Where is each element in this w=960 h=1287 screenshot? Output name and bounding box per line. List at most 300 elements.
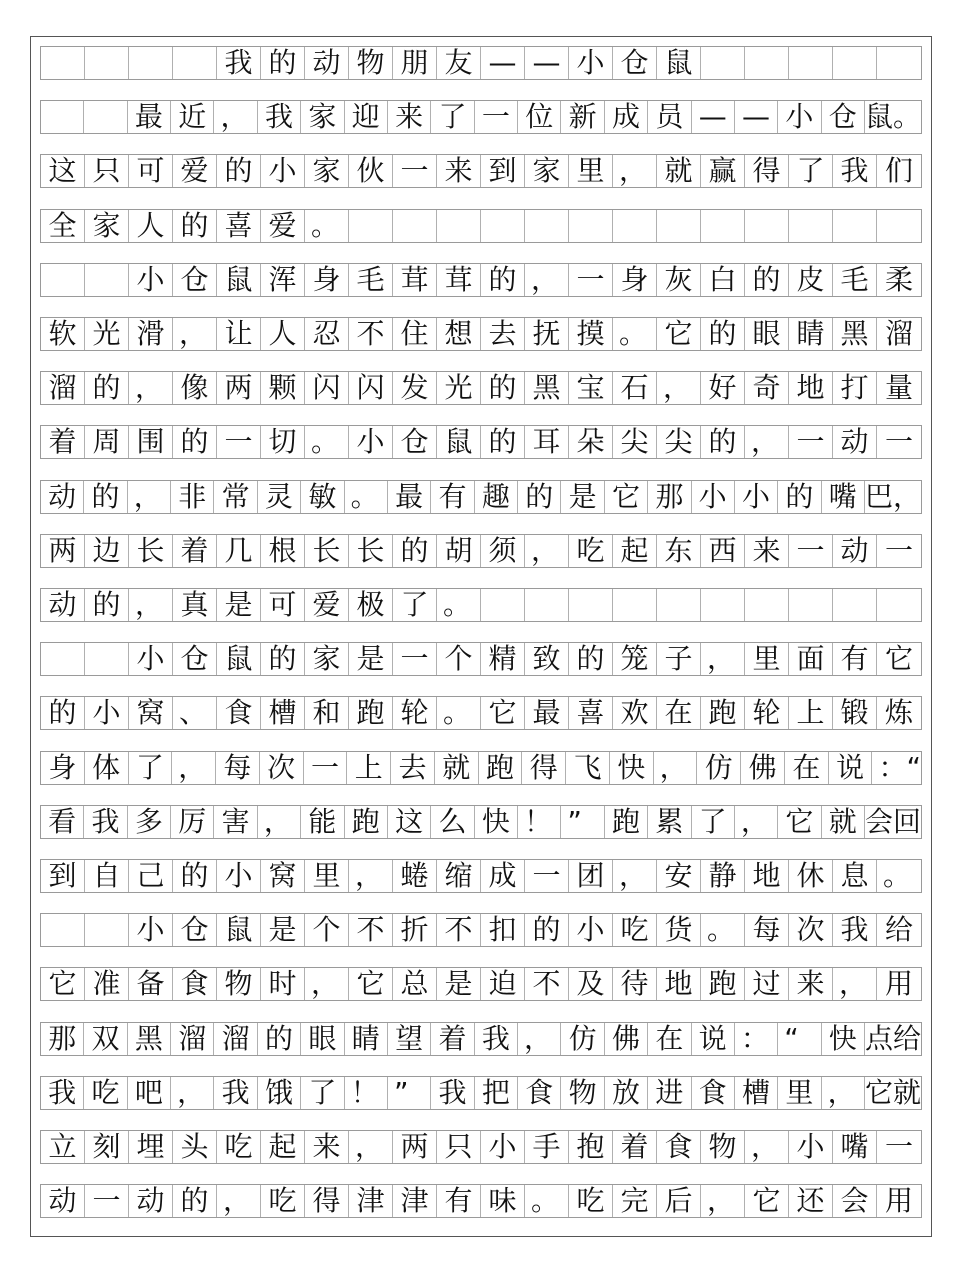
grid-cell: 这 [41, 155, 85, 187]
grid-cell: 的 [173, 860, 217, 892]
grid-cell [41, 914, 85, 946]
grid-cell: 长 [129, 535, 173, 567]
grid-cell: 是 [349, 643, 393, 675]
grid-cell: 的 [481, 264, 525, 296]
grid-cell: 不 [437, 914, 481, 946]
grid-cell: 家 [85, 210, 129, 242]
grid-cell: 须 [481, 535, 525, 567]
grid-cell: 吧 [128, 1077, 171, 1109]
grid-cell: 食 [692, 1077, 735, 1109]
grid-cell: 最 [525, 697, 569, 729]
grid-cell: “ [778, 1023, 821, 1055]
grid-cell: 轮 [745, 697, 789, 729]
grid-cell: 及 [569, 968, 613, 1000]
grid-cell: 的 [778, 481, 821, 513]
grid-cell: 抱 [569, 1131, 613, 1163]
grid-cell: 着 [41, 426, 85, 458]
grid-cell: 的 [393, 535, 437, 567]
grid-cell: 想 [437, 318, 481, 350]
grid-cell: 用 [884, 967, 913, 1000]
grid-cell: 睛 [789, 318, 833, 350]
grid-cell: 槽 [735, 1077, 778, 1109]
grid-cell: 着 [613, 1131, 657, 1163]
grid-cell: 成 [481, 860, 525, 892]
grid-cell: 我 [833, 914, 877, 946]
grid-cell: 员 [648, 101, 691, 133]
grid-cell [525, 589, 569, 621]
grid-cell: 让 [217, 318, 261, 350]
grid-cell: 根 [261, 535, 305, 567]
grid-cell: 灰 [657, 264, 701, 296]
grid-cell: 趣 [475, 481, 518, 513]
grid-cell: 、 [173, 697, 217, 729]
grid-cell: 迫 [481, 968, 525, 1000]
grid-cell: 光 [85, 318, 129, 350]
grid-cell: 了 [301, 1077, 344, 1109]
grid-cell: 次 [260, 752, 304, 784]
grid-cell: 津 [393, 1185, 437, 1217]
grid-cell: ” [561, 806, 604, 838]
grid-cell: 最 [388, 481, 431, 513]
essay-line [40, 371, 922, 405]
grid-cell: 小 [129, 264, 173, 296]
grid-cell: 喜 [217, 210, 261, 242]
grid-cell [569, 210, 613, 242]
grid-cell: 白 [701, 264, 745, 296]
grid-cell: 一 [569, 264, 613, 296]
grid-cell: 的 [745, 264, 789, 296]
grid-cell: ， [518, 1023, 561, 1055]
grid-cell: 动 [41, 1185, 85, 1217]
grid-cell: 会 [833, 1185, 877, 1217]
grid-cell: 我 [258, 101, 301, 133]
grid-cell: 上 [789, 697, 833, 729]
grid-cell: 后 [657, 1185, 701, 1217]
grid-cell: ， [128, 481, 171, 513]
grid-cell: 家 [305, 155, 349, 187]
grid-cell: 去 [481, 318, 525, 350]
grid-cell: 我 [833, 155, 877, 187]
grid-cell: ， [613, 860, 657, 892]
grid-cell: 缩 [437, 860, 481, 892]
grid-cell: ， [613, 155, 657, 187]
grid-cell: 个 [305, 914, 349, 946]
grid-cell [613, 589, 657, 621]
grid-cell: 打 [833, 372, 877, 404]
grid-cell: — [735, 101, 778, 133]
grid-cell [789, 210, 833, 242]
grid-cell [41, 47, 85, 79]
grid-cell: 地 [789, 372, 833, 404]
essay-line [40, 534, 922, 568]
grid-cell: 就 [657, 155, 701, 187]
grid-cell: 鼠 [217, 914, 261, 946]
grid-cell: 边 [85, 535, 129, 567]
grid-cell: 家 [525, 155, 569, 187]
grid-cell: 溜 [171, 1023, 214, 1055]
grid-cell: 会回 [864, 805, 921, 838]
grid-cell: 可 [261, 589, 305, 621]
grid-cell: 仓 [822, 101, 865, 133]
grid-cell: 厉 [171, 806, 214, 838]
grid-cell: 喜 [569, 697, 613, 729]
grid-cell [833, 589, 877, 621]
grid-cell: 它 [884, 642, 913, 675]
grid-cell: 的 [84, 481, 127, 513]
grid-cell: 是 [437, 968, 481, 1000]
grid-cell [701, 210, 745, 242]
grid-cell: 到 [481, 155, 525, 187]
grid-cell: 身 [41, 752, 85, 784]
grid-cell [173, 47, 217, 79]
grid-cell: 静 [701, 860, 745, 892]
grid-cell: 切 [261, 426, 305, 458]
grid-cell: 几 [217, 535, 261, 567]
grid-cell: 埋 [129, 1131, 173, 1163]
grid-cell: 。 [345, 481, 388, 513]
grid-cell: 一 [525, 860, 569, 892]
grid-cell: 茸 [437, 264, 481, 296]
grid-cell: 鼠 [437, 426, 481, 458]
grid-cell: 起 [613, 535, 657, 567]
grid-cell: 么 [431, 806, 474, 838]
grid-cell: 柔 [884, 263, 913, 296]
grid-cell: 有 [431, 481, 474, 513]
grid-cell: 溜 [41, 372, 85, 404]
grid-cell: 跑 [479, 752, 523, 784]
grid-cell: 多 [128, 806, 171, 838]
grid-cell: 溜 [884, 317, 913, 350]
essay-line [40, 263, 922, 297]
grid-cell: ， [129, 372, 173, 404]
grid-cell: 待 [613, 968, 657, 1000]
grid-cell: 用 [884, 1184, 913, 1217]
grid-cell: 们 [884, 154, 913, 187]
grid-cell: 小 [85, 697, 129, 729]
grid-cell: 小 [261, 155, 305, 187]
grid-cell [745, 589, 789, 621]
grid-cell: 小 [129, 643, 173, 675]
grid-cell: 息 [833, 860, 877, 892]
grid-cell: 巴， [864, 480, 921, 513]
grid-cell: 的 [261, 643, 305, 675]
essay-line [40, 913, 922, 947]
grid-cell: 爱 [261, 210, 305, 242]
grid-cell: 一 [475, 101, 518, 133]
grid-cell: ， [525, 535, 569, 567]
grid-cell: 说 [692, 1023, 735, 1055]
essay-line [40, 480, 922, 514]
grid-cell: 迎 [345, 101, 388, 133]
grid-cell: 不 [525, 968, 569, 1000]
grid-cell: 非 [171, 481, 214, 513]
grid-cell: 货 [657, 914, 701, 946]
grid-cell: 把 [475, 1077, 518, 1109]
grid-cell: 吃 [261, 1185, 305, 1217]
grid-cell: 锻 [833, 697, 877, 729]
grid-cell: 像 [173, 372, 217, 404]
grid-cell: 我 [84, 806, 127, 838]
grid-cell: 住 [393, 318, 437, 350]
grid-cell: 在 [657, 697, 701, 729]
grid-cell [833, 47, 877, 79]
grid-cell: 快 [475, 806, 518, 838]
grid-cell: 软 [41, 318, 85, 350]
grid-cell: 最 [128, 101, 171, 133]
grid-cell: 是 [261, 914, 305, 946]
grid-cell: 总 [393, 968, 437, 1000]
grid-cell: ， [173, 318, 217, 350]
grid-cell: 动 [129, 1185, 173, 1217]
grid-cell: 备 [129, 968, 173, 1000]
grid-cell: 小 [217, 860, 261, 892]
grid-cell: 飞 [566, 752, 610, 784]
grid-cell: 一 [393, 155, 437, 187]
essay-line [40, 1130, 922, 1164]
essay-line [40, 588, 922, 622]
grid-cell: 害 [214, 806, 257, 838]
grid-cell: 。 [437, 697, 481, 729]
grid-cell: 爱 [305, 589, 349, 621]
grid-cell: 它 [657, 318, 701, 350]
grid-cell: 它 [605, 481, 648, 513]
grid-cell: 给 [884, 913, 913, 946]
grid-cell: 爱 [173, 155, 217, 187]
grid-cell: 仓 [173, 643, 217, 675]
grid-cell: 自 [85, 860, 129, 892]
grid-cell: 小 [129, 914, 173, 946]
grid-cell: 里 [778, 1077, 821, 1109]
grid-cell: 人 [261, 318, 305, 350]
essay-line [40, 1184, 922, 1218]
grid-cell: 了 [393, 589, 437, 621]
grid-cell [85, 264, 129, 296]
grid-cell: ， [745, 1131, 789, 1163]
grid-cell: 只 [85, 155, 129, 187]
essay-title-row [40, 46, 922, 80]
grid-cell [701, 589, 745, 621]
grid-cell [745, 210, 789, 242]
grid-cell: 吃 [84, 1077, 127, 1109]
grid-cell: 不 [349, 318, 393, 350]
grid-cell [789, 47, 833, 79]
grid-cell [437, 210, 481, 242]
grid-cell: 时 [261, 968, 305, 1000]
grid-cell: 常 [214, 481, 257, 513]
grid-cell: 小 [569, 47, 613, 79]
grid-cell: 发 [393, 372, 437, 404]
grid-cell: 起 [261, 1131, 305, 1163]
grid-cell: 成 [605, 101, 648, 133]
grid-cell [41, 101, 84, 133]
grid-cell: ， [701, 1185, 745, 1217]
grid-cell [789, 589, 833, 621]
grid-cell: 忍 [305, 318, 349, 350]
grid-cell: 它 [778, 806, 821, 838]
grid-cell: 食 [173, 968, 217, 1000]
grid-cell: 围 [129, 426, 173, 458]
grid-cell: 我 [475, 1023, 518, 1055]
grid-cell: 摸 [569, 318, 613, 350]
grid-cell: 仓 [173, 914, 217, 946]
grid-cell: 的 [481, 426, 525, 458]
grid-cell: 得 [522, 752, 566, 784]
grid-cell: 溜 [214, 1023, 257, 1055]
grid-cell: 来 [745, 535, 789, 567]
grid-cell [85, 643, 129, 675]
grid-cell: 家 [305, 643, 349, 675]
grid-cell: 小 [778, 101, 821, 133]
grid-cell: 我 [41, 1077, 84, 1109]
grid-cell: 我 [217, 47, 261, 79]
grid-cell: ， [258, 806, 301, 838]
grid-cell: 它 [481, 697, 525, 729]
grid-cell: 。 [525, 1185, 569, 1217]
grid-cell: 动 [833, 535, 877, 567]
grid-cell: ， [129, 589, 173, 621]
grid-cell: 近 [171, 101, 214, 133]
grid-cell: 来 [437, 155, 481, 187]
grid-cell: 。 [305, 426, 349, 458]
grid-cell: 就 [822, 806, 865, 838]
grid-cell: 闪 [349, 372, 393, 404]
grid-cell: 的 [41, 697, 85, 729]
grid-cell: ， [305, 968, 349, 1000]
grid-cell: 石 [613, 372, 657, 404]
essay-line [40, 1076, 922, 1110]
grid-cell: ， [171, 1077, 214, 1109]
grid-cell: 朵 [569, 426, 613, 458]
grid-cell: 个 [437, 643, 481, 675]
grid-cell: 量 [884, 371, 913, 404]
grid-cell: 全 [41, 210, 85, 242]
grid-cell: 皮 [789, 264, 833, 296]
essay-line [40, 859, 922, 893]
grid-cell: 的 [261, 47, 305, 79]
grid-cell: 友 [437, 47, 481, 79]
grid-cell: 的 [701, 426, 745, 458]
grid-cell: 双 [84, 1023, 127, 1055]
grid-cell [701, 47, 745, 79]
grid-cell: 跑 [701, 968, 745, 1000]
grid-cell: ：“ [878, 751, 921, 784]
grid-cell: 长 [305, 535, 349, 567]
grid-cell: 去 [391, 752, 435, 784]
grid-cell: 的 [173, 426, 217, 458]
grid-cell: 它 [745, 1185, 789, 1217]
grid-cell: 睛 [345, 1023, 388, 1055]
grid-cell: 伙 [349, 155, 393, 187]
essay-line [40, 100, 922, 134]
grid-cell: 毛 [349, 264, 393, 296]
grid-cell [41, 264, 85, 296]
grid-cell: 槽 [261, 697, 305, 729]
grid-cell: 动 [41, 481, 84, 513]
grid-cell: ， [833, 968, 877, 1000]
grid-cell [481, 210, 525, 242]
grid-cell: 望 [388, 1023, 431, 1055]
grid-cell [525, 210, 569, 242]
grid-cell: 朋 [393, 47, 437, 79]
grid-cell: 跑 [345, 806, 388, 838]
grid-cell: 鼠 [657, 47, 701, 79]
essay-line [40, 696, 922, 730]
grid-cell: 食 [217, 697, 261, 729]
grid-cell: ， [217, 1185, 261, 1217]
grid-cell: 头 [173, 1131, 217, 1163]
grid-cell: 了 [692, 806, 735, 838]
grid-cell: 佛 [605, 1023, 648, 1055]
grid-cell: 物 [701, 1131, 745, 1163]
essay-line [40, 805, 922, 839]
grid-cell: 看 [41, 806, 84, 838]
essay-line [40, 751, 922, 785]
grid-cell: 上 [347, 752, 391, 784]
grid-cell: 折 [393, 914, 437, 946]
grid-cell: — [525, 47, 569, 79]
grid-cell: 和 [305, 697, 349, 729]
grid-cell: 颗 [261, 372, 305, 404]
grid-cell: 不 [349, 914, 393, 946]
grid-cell: 吃 [217, 1131, 261, 1163]
grid-cell: 着 [431, 1023, 474, 1055]
grid-cell: 安 [657, 860, 701, 892]
grid-cell: 放 [605, 1077, 648, 1109]
grid-cell: 嘴 [833, 1131, 877, 1163]
grid-cell: 胡 [437, 535, 481, 567]
grid-cell: 真 [173, 589, 217, 621]
grid-cell: 我 [431, 1077, 474, 1109]
grid-cell: 轮 [393, 697, 437, 729]
grid-cell: 地 [657, 968, 701, 1000]
grid-cell [877, 210, 921, 242]
grid-cell: 毛 [833, 264, 877, 296]
grid-cell [877, 589, 921, 621]
grid-cell: 的 [701, 318, 745, 350]
grid-cell: 仿 [561, 1023, 604, 1055]
grid-cell [481, 589, 525, 621]
grid-cell: 还 [789, 1185, 833, 1217]
grid-cell: 仓 [393, 426, 437, 458]
grid-cell: 的 [481, 372, 525, 404]
grid-cell: 团 [569, 860, 613, 892]
grid-cell: 体 [85, 752, 129, 784]
grid-cell: 佛 [741, 752, 785, 784]
grid-cell: 欢 [613, 697, 657, 729]
grid-cell: 进 [648, 1077, 691, 1109]
grid-cell: 每 [745, 914, 789, 946]
grid-cell: ， [654, 752, 698, 784]
grid-cell: 茸 [393, 264, 437, 296]
grid-cell: — [692, 101, 735, 133]
grid-cell: 东 [657, 535, 701, 567]
grid-cell: 。 [701, 914, 745, 946]
grid-cell: 饿 [258, 1077, 301, 1109]
essay-line [40, 425, 922, 459]
grid-cell: 食 [657, 1131, 701, 1163]
grid-cell: 一 [884, 534, 913, 567]
grid-cell: 眼 [745, 318, 789, 350]
grid-cell: 黑 [833, 318, 877, 350]
grid-cell: ， [214, 101, 257, 133]
grid-cell: 仿 [697, 752, 741, 784]
grid-cell: 。 [305, 210, 349, 242]
grid-cell: 黑 [525, 372, 569, 404]
grid-cell: 鼠 [217, 264, 261, 296]
grid-cell: 浑 [261, 264, 305, 296]
grid-cell: 就 [435, 752, 479, 784]
grid-cell: 里 [569, 155, 613, 187]
